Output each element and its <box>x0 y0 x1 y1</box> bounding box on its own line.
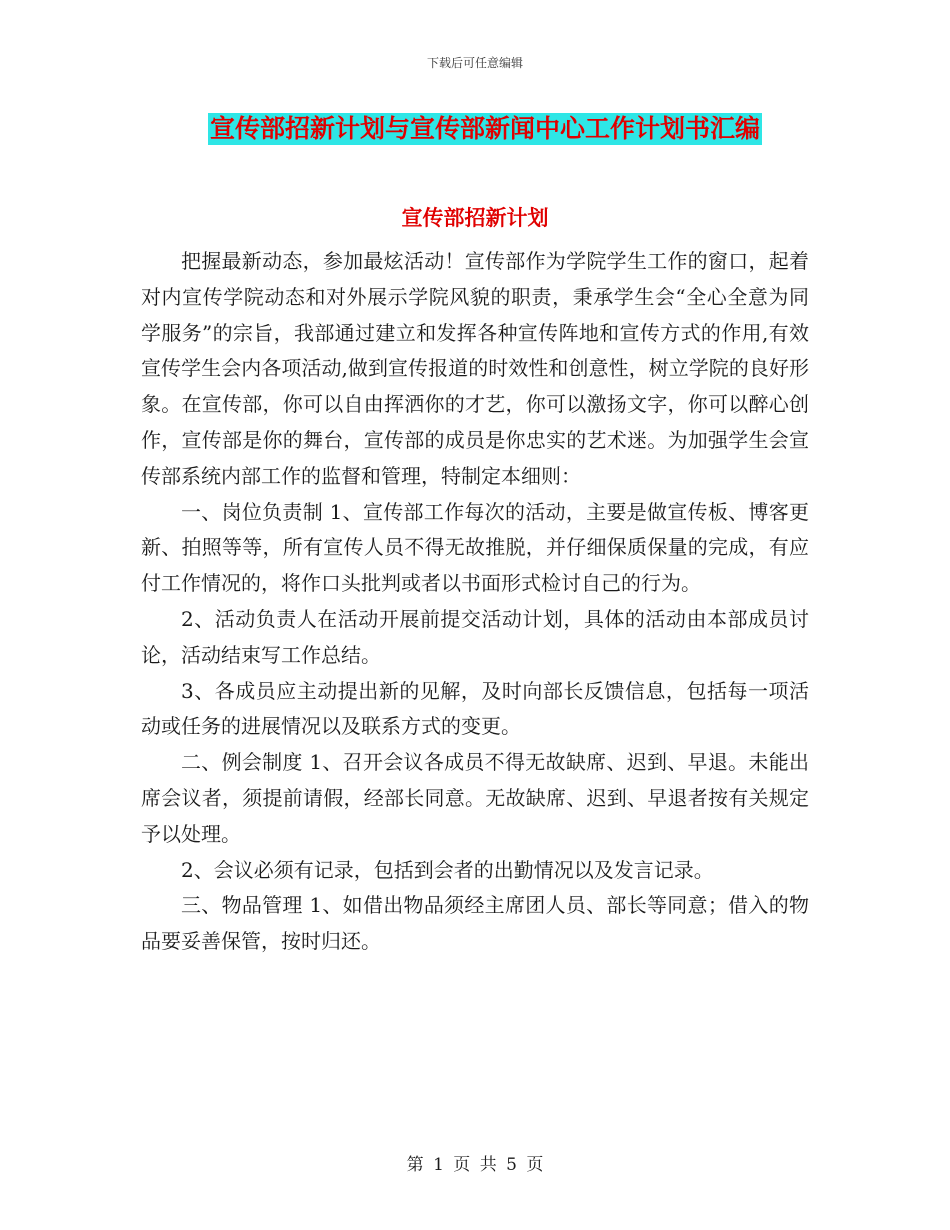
paragraph: 二、例会制度 1、召开会议各成员不得无故缺席、迟到、早退。未能出席会议者，须提前请假，经部长同意。无故缺席、迟到、早退者按有关规定予以处理。 <box>141 750 809 846</box>
paragraph: 2、活动负责人在活动开展前提交活动计划，具体的活动由本部成员讨论，活动结束写工作总结。 <box>141 606 809 667</box>
paragraph: 一、岗位负责制 1、宣传部工作每次的活动，主要是做宣传板、博客更新、拍照等等，所有宣传人员不得无故推脱，并仔细保质保量的完成，有应付工作情况的，将作口头批判或者以书面形式检讨自己的行为。 <box>141 499 809 596</box>
paragraph: 三、物品管理 1、如借出物品须经主席团人员、部长等同意；借入的物品要妥善保管，按时归还。 <box>141 893 809 954</box>
document-title: 宣传部招新计划与宣传部新闻中心工作计划书汇编 <box>210 114 761 143</box>
document-body <box>141 244 809 960</box>
paragraph: 2、会议必须有记录，包括到会者的出勤情况以及发言记录。 <box>181 857 714 882</box>
paragraph: 3、各成员应主动提出新的见解，及时向部长反馈信息，包括每一项活动或任务的进展情况以及联系方式的变更。 <box>141 678 809 739</box>
paragraph: 把握最新动态，参加最炫活动！宣传部作为学院学生工作的窗口，起着对内宣传学院动态和对外展示学院风貌的职责，秉承学生会“全心全意为同学服务”的宗旨，我部通过建立和发挥各种宣传阵地和宣传方式的作用,有效宣传学生会内各项活动,做到宣传报道的时效性和创意性，树立学院的良好形象。在宣传部，你可以自由挥洒你的才艺，你可以激扬文字，你可以醉心创作，宣传部是你的舞台，宣传部的成员是你忠实的艺术迷。为加强学生会宣传部系统内部工作的监督和管理，特制定本细则： <box>141 249 809 488</box>
page-number: 第 1 页 共 5 页 <box>406 1155 544 1175</box>
section-title: 宣传部招新计划 <box>401 206 549 230</box>
header-note: 下载后可任意编辑 <box>426 56 523 70</box>
